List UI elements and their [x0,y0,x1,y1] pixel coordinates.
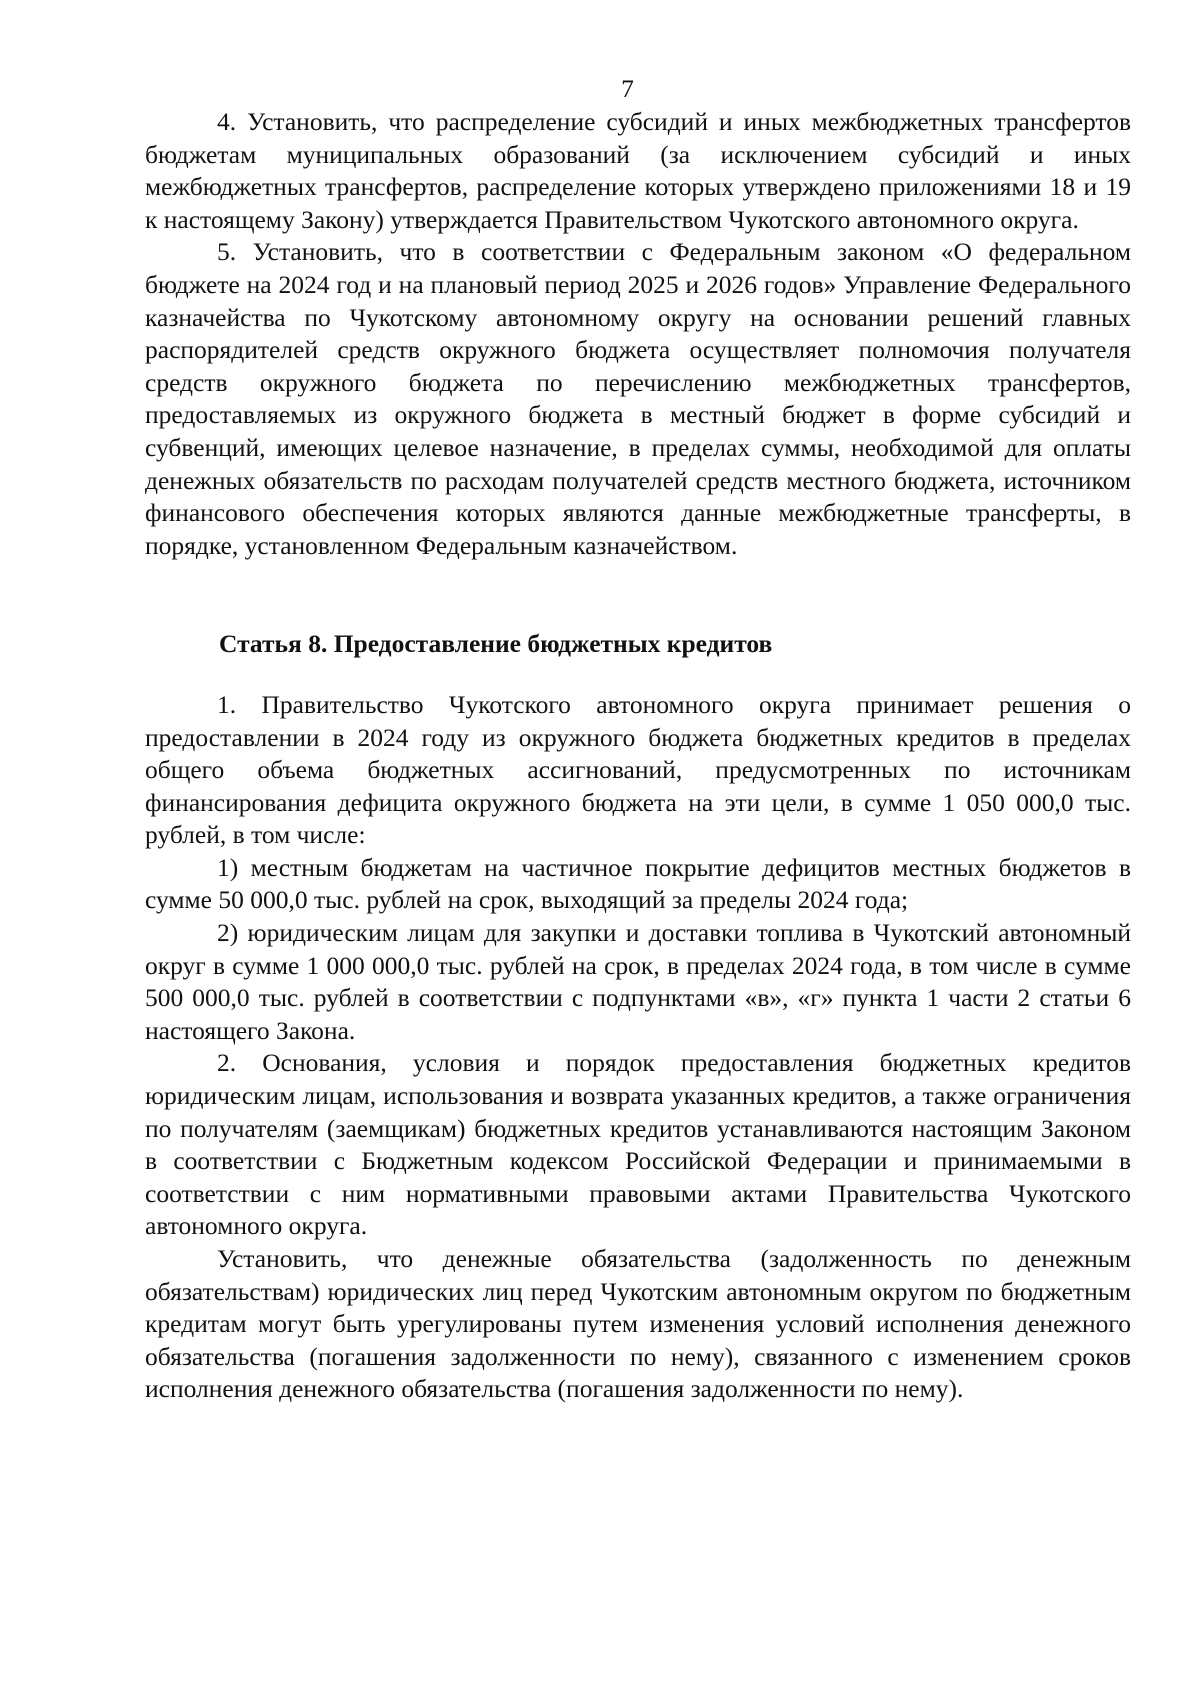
spacer [145,562,1131,628]
article-8-paragraph-1: 1. Правительство Чукотского автономного округа принимает решения о предоставлении в 2024 году из окружного бюджета бюджетных кредитов в пределах общего объема бюджетных ассигнований, предусмотренных по источникам финансирования дефицита окружного бюджета на эти цели, в сумме 1 050 000,0 тыс. рублей, в том числе: [145,689,1131,850]
article-8-subitem-1: 1) местным бюджетам на частичное покрытие дефицитов местных бюджетов в сумме 50 000,0 тыс. рублей на срок, выходящий за пределы 2024 года; [145,852,1131,915]
page-number: 7 [621,74,634,103]
document-body [145,106,1131,1406]
paragraph-5-treasury-powers: 5. Установить, что в соответствии с Федеральным законом «О федеральном бюджете на 2024 год и на плановый период 2025 и 2026 годов» Управление Федерального казначейства по Чукотскому автономному округу на основании решений главных распорядителей средств окружного бюджета осуществляет полномочия получателя средств окружного бюджета по перечислению межбюджетных трансфертов, предоставляемых из окружного бюджета в местный бюджет в форме субсидий и субвенций, имеющих целевое назначение, в пределах суммы, необходимой для оплаты денежных обязательств по расходам получателей средств местного бюджета, источником финансового обеспечения которых являются данные межбюджетные трансферты, в порядке, установленном Федеральным казначейством. [145,237,1131,560]
article-8-paragraph-2: 2. Основания, условия и порядок предоставления бюджетных кредитов юридическим лицам, использования и возврата указанных кредитов, а также ограничения по получателям (заемщикам) бюджетных кредитов устанавливаются настоящим Законом в соответствии с Бюджетным кодексом Российской Федерации и принимаемыми в соответствии с ним нормативными правовыми актами Правительства Чукотского автономного округа. [145,1048,1131,1241]
article-8-subitem-2: 2) юридическим лицам для закупки и доставки топлива в Чукотский автономный округ в сумме 1 000 000,0 тыс. рублей на срок, в пределах 2024 года, в том числе в сумме 500 000,0 тыс. рублей в соответствии с подпунктами «в», «г» пункта 1 части 2 статьи 6 настоящего Закона. [145,918,1131,1045]
article-8-paragraph-settlement: Установить, что денежные обязательства (задолженность по денежным обязательствам) юридических лиц перед Чукотским автономным округом по бюджетным кредитам могут быть урегулированы путем изменения условий исполнения денежного обязательства (погашения задолженности по нему), связанного с изменением сроков исполнения денежного обязательства (погашения задолженности по нему). [145,1244,1131,1404]
article-8-heading: Статья 8. Предоставление бюджетных кредитов [219,629,773,659]
spacer [145,661,1131,689]
paragraph-4-subsidy-distribution: 4. Установить, что распределение субсидий и иных межбюджетных трансфертов бюджетам муниципальных образований (за исключением субсидий и иных межбюджетных трансфертов, распределение которых утверждено приложениями 18 и 19 к настоящему Закону) утверждается Правительством Чукотского автономного округа. [145,107,1131,234]
